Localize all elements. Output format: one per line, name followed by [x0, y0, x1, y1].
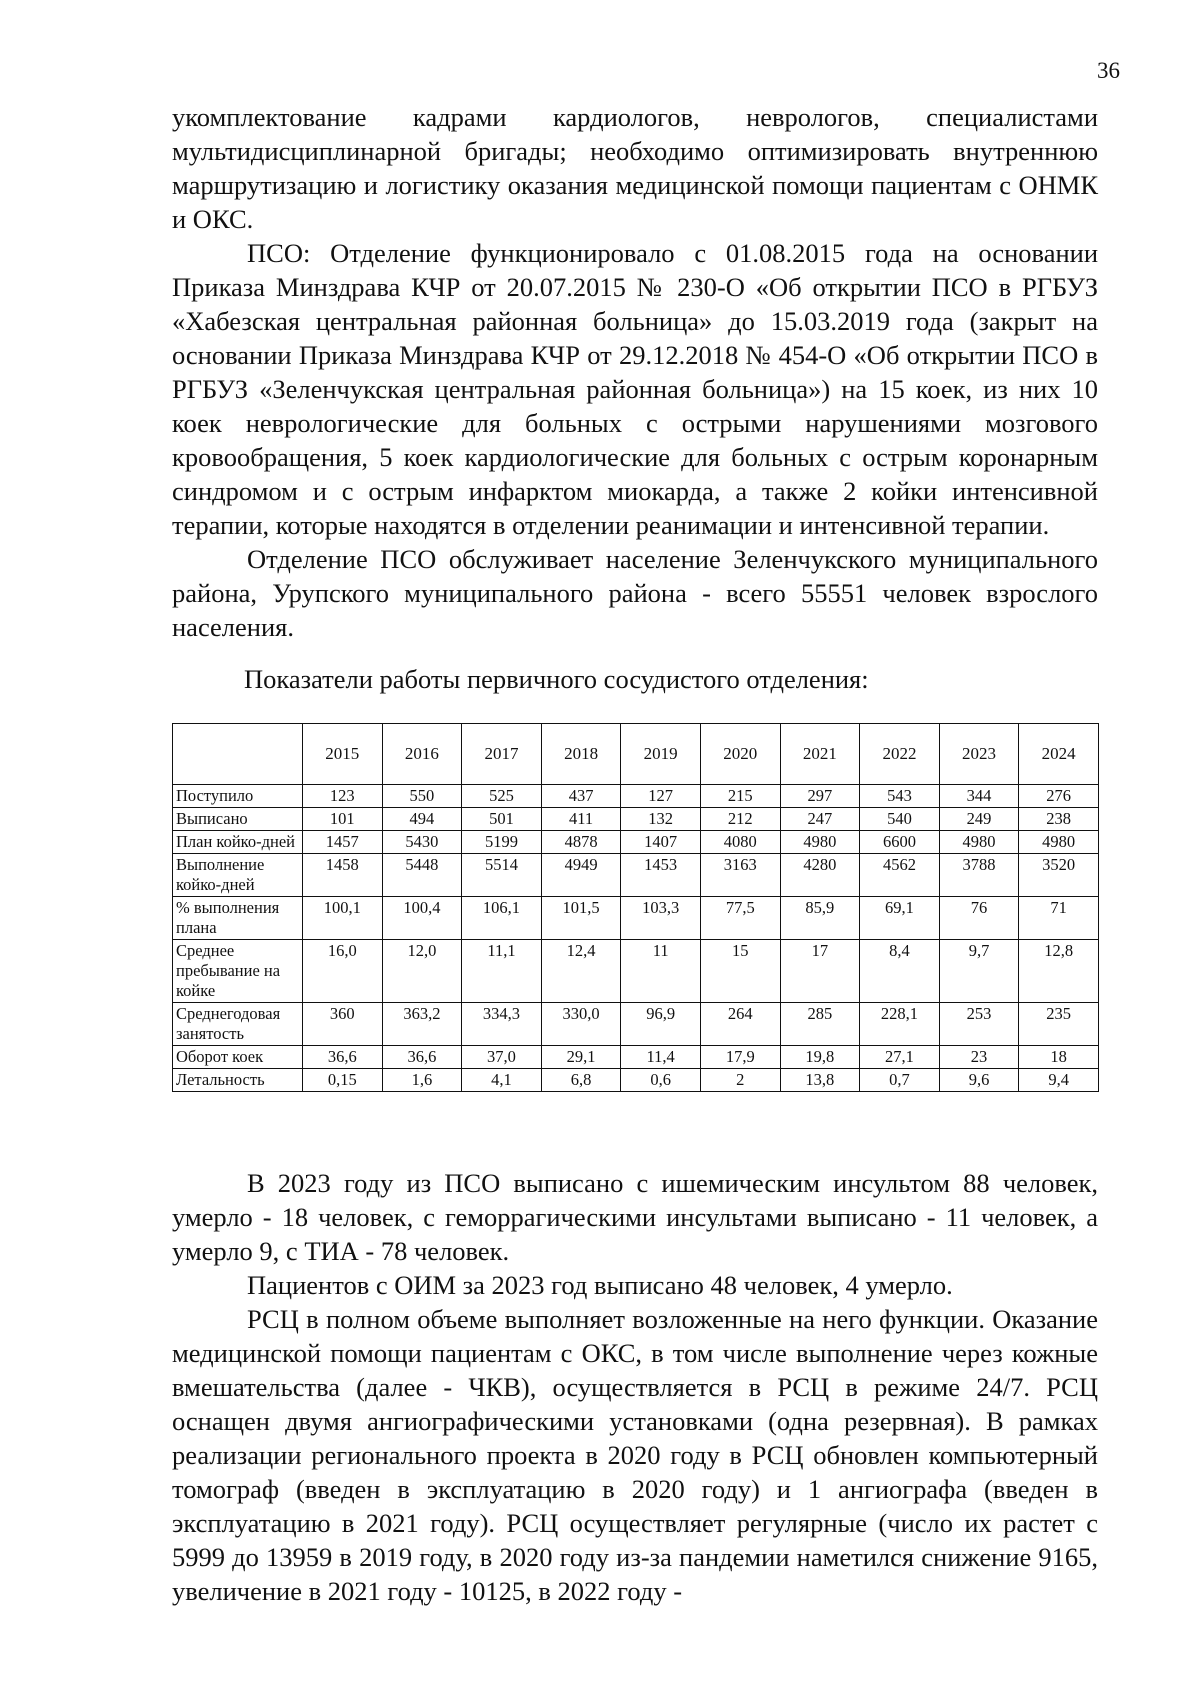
table-cell: 363,2 — [382, 1003, 462, 1046]
table-cell: 4949 — [541, 854, 621, 897]
header-empty-cell — [173, 724, 303, 785]
table-cell: 5199 — [462, 831, 542, 854]
top-text-block — [172, 100, 1098, 644]
table-row — [173, 1046, 1099, 1069]
pso-statistics-table — [172, 723, 1099, 1092]
table-cell: 18 — [1019, 1046, 1099, 1069]
table-row — [173, 897, 1099, 940]
table-cell: 285 — [780, 1003, 860, 1046]
paragraph: укомплектование кадрами кардиологов, неврологов, специалистами мультидисциплинарной бригады; необходимо оптимизировать внутреннюю маршрутизацию и логистику оказания медицинской помощи пациентам с ОНМК и ОКС. — [172, 102, 1098, 234]
table-cell: 106,1 — [462, 897, 542, 940]
row-label: План койко-дней — [173, 831, 303, 854]
table-row — [173, 785, 1099, 808]
row-label: Среднегодовая занятость — [173, 1003, 303, 1046]
table-cell: 9,7 — [939, 940, 1019, 1003]
table-cell: 36,6 — [303, 1046, 383, 1069]
table-cell: 411 — [541, 808, 621, 831]
table-cell: 3163 — [700, 854, 780, 897]
table-cell: 69,1 — [860, 897, 940, 940]
table-cell: 127 — [621, 785, 701, 808]
table-cell: 4,1 — [462, 1069, 542, 1092]
table-cell: 1,6 — [382, 1069, 462, 1092]
table-cell: 1457 — [303, 831, 383, 854]
table-cell: 212 — [700, 808, 780, 831]
year-header: 2016 — [382, 724, 462, 785]
table-cell: 100,1 — [303, 897, 383, 940]
table-cell: 525 — [462, 785, 542, 808]
table-cell: 501 — [462, 808, 542, 831]
table-cell: 4980 — [1019, 831, 1099, 854]
year-header: 2023 — [939, 724, 1019, 785]
table-cell: 437 — [541, 785, 621, 808]
page-number: 36 — [1097, 58, 1120, 83]
table-cell: 1407 — [621, 831, 701, 854]
table-cell: 8,4 — [860, 940, 940, 1003]
table-cell: 76 — [939, 897, 1019, 940]
year-header: 2018 — [541, 724, 621, 785]
paragraph: ПСО: Отделение функционировало с 01.08.2015 года на основании Приказа Минздрава КЧР от 20.07.2015 № 230-О «Об открытии ПСО в РГБУЗ «Хабезская центральная районная больница» до 15.03.2019 года (закрыт на основании Приказа Минздрава КЧР от 29.12.2018 № 454-О «Об открытии ПСО в РГБУЗ «Зеленчукская центральная районная больница») на 15 коек, из них 10 коек неврологические для больных с острыми нарушениями мозгового кровообращения, 5 коек кардиологические для больных с острым коронарным синдромом и с острым инфарктом миокарда, а также 2 койки интенсивной терапии, которые находятся в отделении реанимации и интенсивной терапии. — [172, 238, 1098, 540]
table-cell: 23 — [939, 1046, 1019, 1069]
table-row — [173, 1003, 1099, 1046]
table-cell: 3520 — [1019, 854, 1099, 897]
table-cell: 101 — [303, 808, 383, 831]
table-cell: 4878 — [541, 831, 621, 854]
table-cell: 29,1 — [541, 1046, 621, 1069]
table-cell: 101,5 — [541, 897, 621, 940]
table-row — [173, 940, 1099, 1003]
table-cell: 15 — [700, 940, 780, 1003]
table-cell: 297 — [780, 785, 860, 808]
paragraph: В 2023 году из ПСО выписано с ишемическим инсультом 88 человек, умерло - 18 человек, с геморрагическими инсультами выписано - 11 человек, а умерло 9, с ТИА - 78 человек. — [172, 1168, 1098, 1266]
table-cell: 9,6 — [939, 1069, 1019, 1092]
bottom-text-block — [172, 1166, 1098, 1608]
table-cell: 77,5 — [700, 897, 780, 940]
table-cell: 9,4 — [1019, 1069, 1099, 1092]
table-cell: 13,8 — [780, 1069, 860, 1092]
table-cell: 1458 — [303, 854, 383, 897]
table-cell: 36,6 — [382, 1046, 462, 1069]
table-cell: 0,15 — [303, 1069, 383, 1092]
row-label: Оборот коек — [173, 1046, 303, 1069]
table-cell: 100,4 — [382, 897, 462, 940]
year-header: 2021 — [780, 724, 860, 785]
table-cell: 1453 — [621, 854, 701, 897]
paragraph: Отделение ПСО обслуживает население Зеленчукского муниципального района, Урупского муниципального района - всего 55551 человек взрослого населения. — [172, 544, 1098, 642]
year-header: 2020 — [700, 724, 780, 785]
table-cell: 228,1 — [860, 1003, 940, 1046]
row-label: Летальность — [173, 1069, 303, 1092]
table-cell: 4980 — [780, 831, 860, 854]
table-cell: 235 — [1019, 1003, 1099, 1046]
table-cell: 344 — [939, 785, 1019, 808]
row-label: % выполнения плана — [173, 897, 303, 940]
table-cell: 334,3 — [462, 1003, 542, 1046]
row-label: Выписано — [173, 808, 303, 831]
table-cell: 5448 — [382, 854, 462, 897]
table-cell: 103,3 — [621, 897, 701, 940]
year-header: 2022 — [860, 724, 940, 785]
table-cell: 6,8 — [541, 1069, 621, 1092]
row-label: Поступило — [173, 785, 303, 808]
table-cell: 17 — [780, 940, 860, 1003]
table-cell: 4080 — [700, 831, 780, 854]
paragraph: Пациентов с ОИМ за 2023 год выписано 48 человек, 4 умерло. — [247, 1270, 953, 1300]
paragraph: РСЦ в полном объеме выполняет возложенные на него функции. Оказание медицинской помощи пациентам с ОКС, в том числе выполнение через кожные вмешательства (далее - ЧКВ), осуществляется в РСЦ в режиме 24/7. РСЦ оснащен двумя ангиографическими установками (одна резервная). В рамках реализации регионального проекта в 2020 году в РСЦ обновлен компьютерный томограф (введен в эксплуатацию в 2020 году) и 1 ангиографа (введен в эксплуатацию в 2021 году). РСЦ осуществляет регулярные (число их растет с 5999 до 13959 в 2019 году, в 2020 году из-за пандемии наметился снижение 9165, увеличение в 2021 году - 10125, в 2022 году - — [172, 1304, 1098, 1606]
table-cell: 3788 — [939, 854, 1019, 897]
table-cell: 85,9 — [780, 897, 860, 940]
table-cell: 71 — [1019, 897, 1099, 940]
table-cell: 215 — [700, 785, 780, 808]
table-cell: 123 — [303, 785, 383, 808]
table-cell: 12,0 — [382, 940, 462, 1003]
table-cell: 0,6 — [621, 1069, 701, 1092]
row-label: Среднее пребывание на койке — [173, 940, 303, 1003]
table-cell: 17,9 — [700, 1046, 780, 1069]
table-cell: 132 — [621, 808, 701, 831]
table-cell: 37,0 — [462, 1046, 542, 1069]
table-caption: Показатели работы первичного сосудистого отделения: — [244, 664, 869, 694]
year-header: 2017 — [462, 724, 542, 785]
table-header-row — [173, 724, 1099, 785]
table-cell: 2 — [700, 1069, 780, 1092]
table-cell: 0,7 — [860, 1069, 940, 1092]
table-row — [173, 1069, 1099, 1092]
row-label: Выполнение койко-дней — [173, 854, 303, 897]
table-row — [173, 854, 1099, 897]
table-cell: 264 — [700, 1003, 780, 1046]
table-cell: 16,0 — [303, 940, 383, 1003]
year-header: 2015 — [303, 724, 383, 785]
table-cell: 330,0 — [541, 1003, 621, 1046]
table-cell: 6600 — [860, 831, 940, 854]
table-cell: 11 — [621, 940, 701, 1003]
year-header: 2024 — [1019, 724, 1099, 785]
table-cell: 5430 — [382, 831, 462, 854]
table-cell: 540 — [860, 808, 940, 831]
table-cell: 96,9 — [621, 1003, 701, 1046]
table-cell: 5514 — [462, 854, 542, 897]
table-cell: 253 — [939, 1003, 1019, 1046]
table-cell: 11,1 — [462, 940, 542, 1003]
table-cell: 19,8 — [780, 1046, 860, 1069]
table-cell: 11,4 — [621, 1046, 701, 1069]
table-cell: 550 — [382, 785, 462, 808]
table-cell: 238 — [1019, 808, 1099, 831]
table-cell: 494 — [382, 808, 462, 831]
table-cell: 247 — [780, 808, 860, 831]
table-cell: 4280 — [780, 854, 860, 897]
table-cell: 543 — [860, 785, 940, 808]
table-cell: 276 — [1019, 785, 1099, 808]
table-row — [173, 831, 1099, 854]
table-cell: 12,8 — [1019, 940, 1099, 1003]
table-row — [173, 808, 1099, 831]
table-cell: 249 — [939, 808, 1019, 831]
table-cell: 360 — [303, 1003, 383, 1046]
table-cell: 12,4 — [541, 940, 621, 1003]
table-cell: 4980 — [939, 831, 1019, 854]
table-cell: 27,1 — [860, 1046, 940, 1069]
year-header: 2019 — [621, 724, 701, 785]
table-cell: 4562 — [860, 854, 940, 897]
